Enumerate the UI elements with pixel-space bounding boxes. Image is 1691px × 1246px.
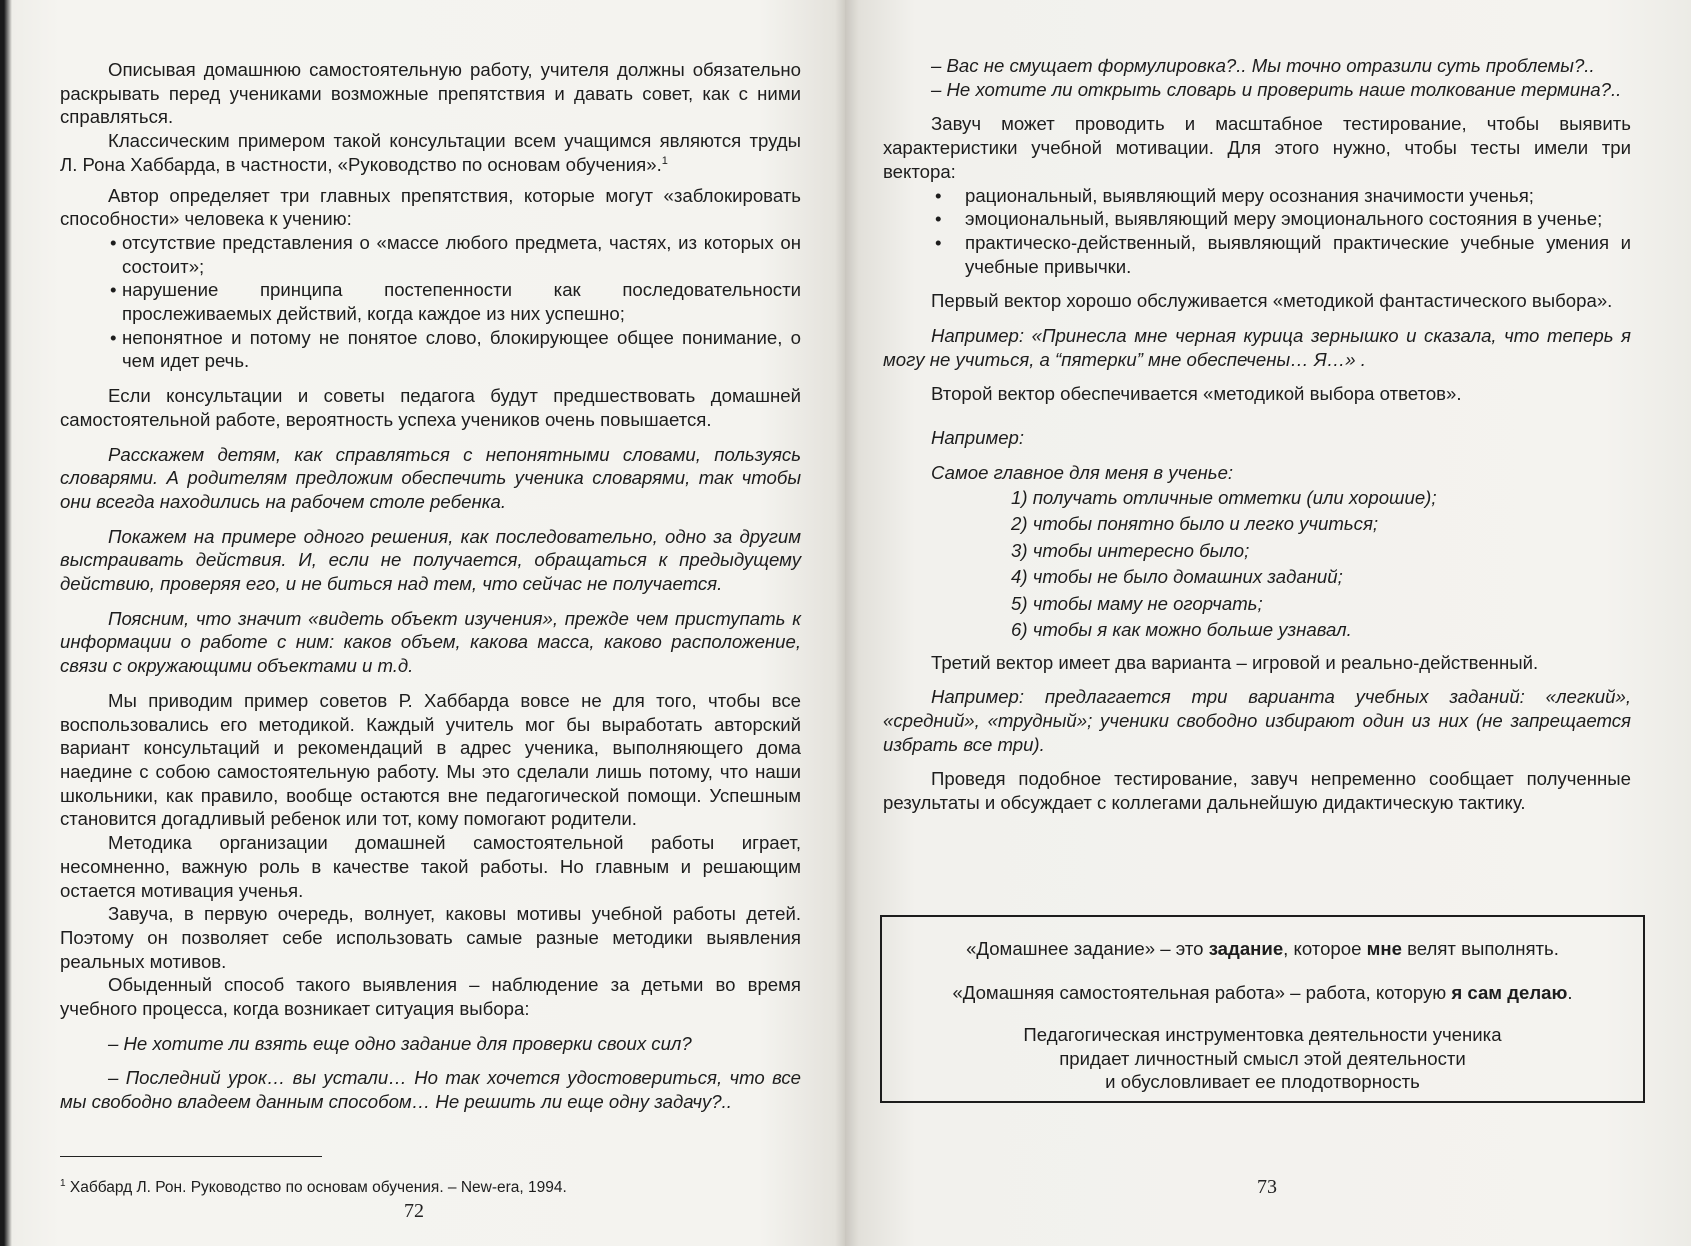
choice-list [883,485,1631,644]
example-paragraph: Например: предлагается три варианта учебных заданий: «легкий», «средний», «трудный»; ученики свободно избирают один из них (не запрещается избрать все три). [883,686,1631,755]
footnote-mark: 1 [60,1178,66,1189]
paragraph: Второй вектор обеспечивается «методикой выбора ответов». [931,383,1462,405]
box-text: «Домашняя самостоятельная работа» – работа, которую [952,981,1452,1003]
paragraph: Третий вектор имеет два варианта – игровой и реально-действенный. [931,651,1539,673]
box-text: . [1567,981,1573,1003]
footnote [60,1174,820,1197]
box-line [906,937,1619,961]
paragraph-text: Классическим примером такой консультации всем учащимся являются труды Л. Рона Хаббарда, в частности, «Руководство по основам обучения». [60,130,801,175]
list-item [883,231,1631,278]
list-item [60,231,801,278]
bullet-icon: • [935,184,942,206]
paragraph: Если консультации и советы педагога будут предшествовать домашней самостоятельной работе, вероятность успеха учеников очень повышается. [60,385,801,430]
paragraph: Поясним, что значит «видеть объект изучения», прежде чем приступать к информации о работе с ним: каков объем, какова масса, каково расположение, связи с окружающими объектами и т.д. [60,607,801,677]
page-number: 73 [1257,1176,1277,1198]
paragraph: Мы приводим пример советов Р. Хаббарда вовсе не для того, чтобы все воспользовались его методикой. Каждый учитель мог бы выработать авторский вариант консультаций и рекомендаций в адрес ученика, выполняющего дома наедине с собою самостоятельную работу. Мы это сделали лишь потому, что наши школьники, как правило, вообще остаются вне педагогической помощи. Успешным становится догадливый ребенок или тот, кому помогают родители. [60,689,801,830]
box-line: придает личностный смысл этой деятельности [1059,1047,1466,1069]
choice-item: 6) чтобы я как можно больше узнавал. [1011,619,1352,641]
paragraph: Покажем на примере одного решения, как последовательно, одно за другим выстраивать действия. И, если не получается, обращаться к предыдущему действию, проверяя его, и не биться над тем, что сейчас не получается. [60,525,801,595]
paragraph: Завуч может проводить и масштабное тестирование, чтобы выявить характеристики учебной мотивации. Для этого нужно, чтобы тесты имели три вектора: [883,113,1631,182]
list-item-text: практическо-действенный, выявляющий практические учебные умения и учебные привычки. [965,231,1631,277]
list-item-text: непонятное и потому не понятое слово, блокирующее общее понимание, о чем идет речь. [122,326,801,372]
box-text: «Домашнее задание» – это [966,938,1209,959]
paragraph: Методика организации домашней самостоятельной работы играет, несомненно, важную роль в качестве такой работы. Но главным и решающим остается мотивация ученья. [60,832,801,901]
right-page [845,0,1691,1246]
example-intro: Самое главное для меня в ученье: [931,461,1234,483]
box-text: , которое [1283,938,1367,959]
choice-item: 3) чтобы интересно было; [1011,539,1250,561]
bullet-icon: • [935,231,942,253]
box-emphasis: мне [1366,938,1402,959]
question-quote: – Вас не смущает формулировка?.. Мы точно отразили суть проблемы?.. [931,55,1595,76]
list-item [883,184,1631,208]
box-emphasis: задание [1208,938,1284,959]
box-text: велят выполнять. [1401,938,1559,959]
paragraph: Обыденный способ такого выявления – наблюдение за детьми во время учебного процесса, когда возникает ситуация выбора: [60,974,801,1020]
bullet-icon: • [110,326,117,348]
footnote-text: Хаббард Л. Рон. Руководство по основам обучения. – New-era, 1994. [69,1179,567,1197]
footnote-reference: 1 [661,154,668,167]
paragraph: Первый вектор хорошо обслуживается «методикой фантастического выбора». [931,290,1613,312]
bullet-icon: • [110,231,117,253]
question-quote: – Последний урок… вы устали… Но так хочется удостовериться, что все мы свободно владеем данным способом… Не решить ли еще одну задачу?.. [60,1067,801,1113]
list-item-text: рациональный, выявляющий меру осознания значимости ученья; [965,184,1534,206]
question-quote: – Не хотите ли взять еще одно задание для проверки своих сил? [108,1032,692,1054]
example-label: Например: [931,325,1025,347]
list-item-text: нарушение принципа постепенности как последовательности прослеживаемых действий, когда каждое из них успешно; [122,279,801,325]
left-page [0,0,845,1246]
choice-item: 5) чтобы маму не огорчать; [1011,592,1263,614]
bullet-list [883,184,1631,279]
box-line [906,981,1619,1005]
paragraph: Завуча, в первую очередь, волнует, каковы мотивы учебной работы детей. Поэтому он позволяет себе использовать самые разные методики выявления реальных мотивов. [60,903,801,972]
choice-item: 2) чтобы понятно было и легко учиться; [1011,513,1379,535]
choice-item: 4) чтобы не было домашних заданий; [1011,566,1343,588]
example-paragraph [883,324,1631,371]
bullet-list [60,231,801,373]
list-item [60,326,801,373]
choice-item: 1) получать отличные отметки (или хорошие); [1011,486,1437,508]
box-line: и обусловливает ее плодотворность [1105,1071,1420,1092]
paragraph: Описывая домашнюю самостоятельную работу, учителя должны обязательно раскрывать перед учениками возможные препятствия и давать совет, как с ними справляться. [60,59,801,128]
page-number: 72 [404,1200,424,1222]
list-item-text: эмоциональный, выявляющий меру эмоционального состояния в ученье; [965,208,1603,230]
paragraph: Расскажем детям, как справляться с непонятными словами, пользуясь словарями. А родителям предложим обеспечить ученика словарями, так чтобы они всегда находились на рабочем столе ребенка. [60,443,801,512]
list-item [60,278,801,325]
example-text: «Принесла мне черная курица зернышко и сказала, что теперь я могу не учиться, а “пятерки” мне обеспечены… Я…» . [883,325,1631,370]
box-emphasis: я сам делаю [1451,981,1568,1003]
bullet-icon: • [110,279,117,301]
example-label: Например: [931,427,1025,449]
bullet-icon: • [935,208,942,230]
paragraph: Автор определяет три главных препятствия, которые могут «заблокировать способности» человека к учению: [60,184,801,230]
question-quote: – Не хотите ли открыть словарь и проверить наше толкование термина?.. [931,78,1622,100]
paragraph [60,129,801,176]
list-item-text: отсутствие представления о «массе любого предмета, частях, из которых он состоит»; [122,231,801,277]
footnote-divider [60,1156,322,1157]
highlight-box [880,915,1645,1103]
paragraph: Проведя подобное тестирование, завуч непременно сообщает полученные результаты и обсуждает с коллегами дальнейшую дидактическую тактику. [883,768,1631,814]
list-item [883,207,1631,231]
box-line: Педагогическая инструментовка деятельности ученика [1023,1024,1502,1045]
